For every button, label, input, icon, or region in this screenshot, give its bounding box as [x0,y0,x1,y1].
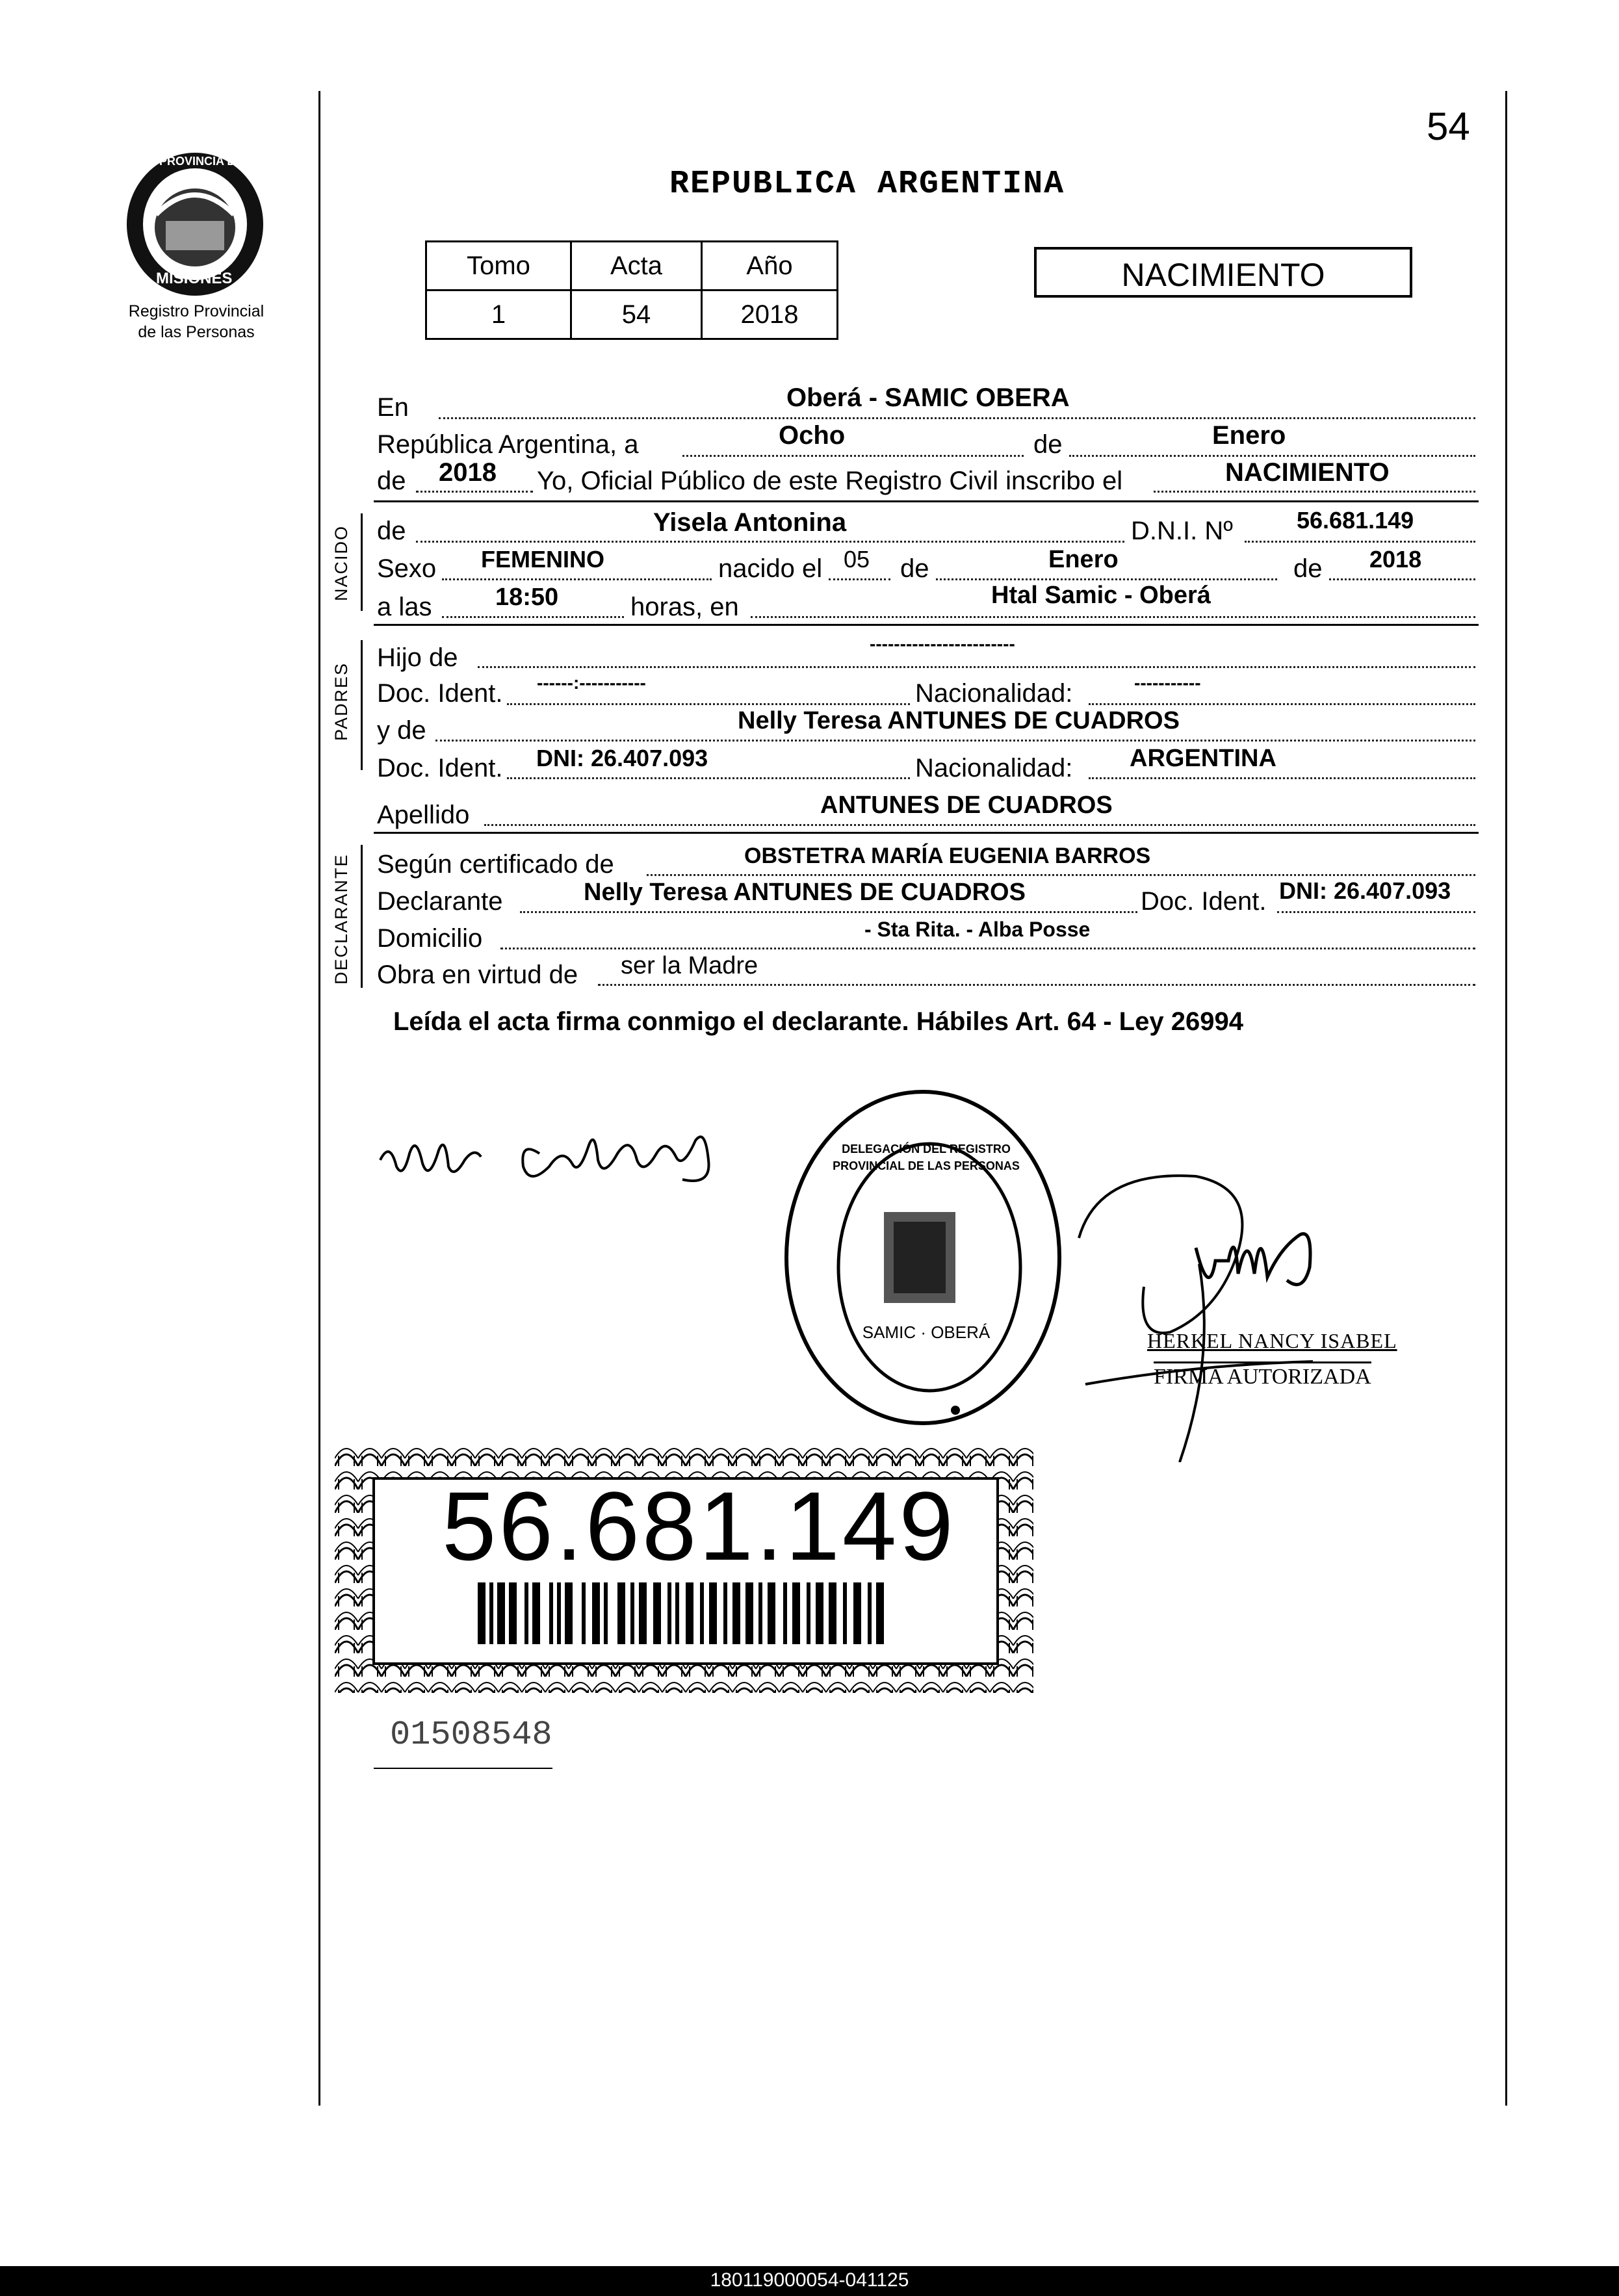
label-nacido-el: nacido el [718,554,823,583]
label-domicilio: Domicilio [377,924,483,953]
dots-madre-doc [507,777,910,779]
dots-domicilio [500,948,1475,949]
header-acta: Acta [571,242,702,290]
label-de-nac-anio: de [1293,554,1323,583]
closing-statement: Leída el acta firma conmigo el declarante. Hábiles Art. 64 - Ley 26994 [393,1007,1243,1036]
dots-lugar-nac [751,616,1475,618]
value-sexo: FEMENINO [481,546,605,573]
label-de-nombre: de [377,517,406,545]
value-madre-doc: DNI: 26.407.093 [536,745,708,771]
separator-3 [374,832,1479,834]
value-madre-nac: ARGENTINA [1130,745,1276,772]
dots-declarante [520,911,1137,913]
label-y-de: y de [377,716,426,745]
label-hijo-de: Hijo de [377,643,458,672]
label-horas-en: horas, en [630,593,739,621]
footer-code: 180119000054-041125 [710,2269,909,2291]
label-apellido: Apellido [377,801,470,829]
value-padre-doc: ------:----------- [537,673,646,693]
value-nombre: Yisela Antonina [653,508,847,537]
dots-hora [442,616,624,618]
value-mes: Enero [1212,421,1286,450]
right-border [1505,91,1507,2106]
value-padre-nac: ----------- [1134,673,1201,693]
label-nacionalidad-padre: Nacionalidad: [915,679,1073,708]
value-tomo: 1 [426,290,571,339]
label-a-las: a las [377,593,432,621]
dots-sexo [442,578,712,580]
dots-certificado [647,874,1475,876]
sticker-number: 56.681.149 [442,1471,956,1580]
padres-bracket [361,640,363,770]
label-republica: República Argentina, a [377,430,639,459]
side-label-nacido: NACIDO [331,524,351,601]
label-de-mes: de [1033,430,1063,459]
official-signature [1066,1163,1469,1462]
label-nacionalidad-madre: Nacionalidad: [915,754,1073,782]
dots-madre-nac [1089,777,1475,779]
official-title: FIRMA AUTORIZADA [1154,1361,1371,1389]
dots-padre-doc [507,703,910,705]
side-label-padres: PADRES [331,662,351,741]
declarante-bracket [361,845,363,988]
side-label-declarante: DECLARANTE [331,853,351,985]
label-sexo: Sexo [377,554,437,583]
dots-decl-doc [1277,911,1475,913]
label-doc-ident-padre: Doc. Ident. [377,679,503,708]
dots-mes [1069,455,1475,457]
label-de-year: de [377,467,406,495]
dots-inscribe [1154,491,1475,493]
value-nac-mes: Enero [1048,546,1119,573]
header-tomo: Tomo [426,242,571,290]
logo-caption-2: de las Personas [138,323,255,341]
value-padre: ------------------------ [870,634,1015,654]
label-dni: D.N.I. Nº [1131,517,1233,545]
label-obra: Obra en virtud de [377,961,578,989]
dots-lugar [439,417,1475,419]
label-de-nac-mes: de [900,554,929,583]
label-yo: Yo, Oficial Público de este Registro Civil inscribo el [537,467,1123,495]
dots-dni [1245,541,1475,543]
nacido-bracket [361,513,363,611]
separator-1 [374,500,1479,502]
value-decl-doc: DNI: 26.407.093 [1279,877,1451,904]
dots-padre-nac [1089,703,1475,705]
label-doc-ident-declarante: Doc. Ident. [1141,887,1267,916]
value-domicilio: - Sta Rita. - Alba Posse [864,918,1091,941]
label-declarante: Declarante [377,887,503,916]
serial-number: 01508548 [390,1716,552,1754]
value-dni: 56.681.149 [1297,507,1414,534]
dots-nac-dia [829,578,890,580]
header-anio: Año [702,242,838,290]
sticker-barcode [478,1582,884,1644]
country-title: REPUBLICA ARGENTINA [669,166,1065,203]
left-border [318,91,320,2106]
serial-underline [374,1768,552,1769]
value-madre: Nelly Teresa ANTUNES DE CUADROS [738,707,1180,734]
stamp-text: DELEGACIÓN DEL REGISTRO PROVINCIAL DE LAS PERSONAS [833,1142,1020,1172]
value-anio: 2018 [702,290,838,339]
page-number: 54 [1427,105,1470,148]
reference-table [425,240,838,340]
dots-madre [435,740,1475,742]
logo-caption-1: Registro Provincial [128,302,265,320]
value-dia: Ocho [779,421,846,450]
value-anio: 2018 [439,458,497,487]
separator-2 [374,624,1479,626]
value-declarante: Nelly Teresa ANTUNES DE CUADROS [584,879,1026,906]
dots-nac-anio [1329,578,1475,580]
label-segun: Según certificado de [377,850,614,879]
value-acta: 54 [571,290,702,339]
seal-text-top: PROVINCIA DE [159,155,244,168]
official-name: HERKEL NANCY ISABEL [1147,1329,1397,1352]
value-lugar: Oberá - SAMIC OBERA [786,383,1070,412]
value-obra: ser la Madre [621,952,758,979]
label-en: En [377,393,409,422]
dots-nac-mes [936,578,1277,580]
value-nac-dia: 05 [844,546,870,573]
dots-apellido [484,824,1475,826]
dots-padre [478,666,1475,668]
value-apellido: ANTUNES DE CUADROS [820,792,1113,819]
stamp-inner-text: SAMIC · OBERÁ [862,1322,991,1342]
value-certificado: OBSTETRA MARÍA EUGENIA BARROS [744,844,1151,868]
act-type-box: NACIMIENTO [1034,247,1412,298]
dots-nombre [416,541,1124,543]
seal-text-bottom: MISIONES [156,270,233,287]
value-hora: 18:50 [495,584,559,611]
value-inscribe: NACIMIENTO [1225,458,1390,487]
official-stamp [773,1082,1072,1433]
dots-year [416,491,533,493]
declarant-signature [377,1115,754,1193]
value-nac-anio: 2018 [1369,546,1422,573]
dots-dia [682,455,1024,457]
value-lugar-nac: Htal Samic - Oberá [991,582,1211,609]
dots-obra [598,984,1475,986]
label-doc-ident-madre: Doc. Ident. [377,754,503,782]
